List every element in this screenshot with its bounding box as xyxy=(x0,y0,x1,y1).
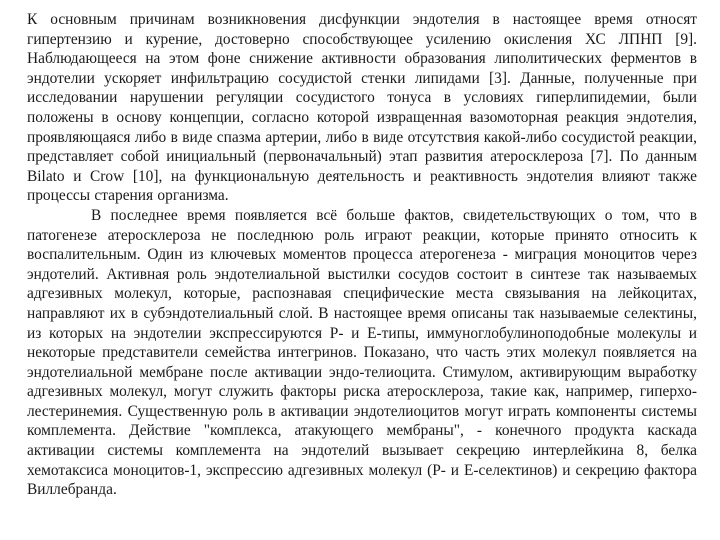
paragraph-endothelial-dysfunction-causes: К основным причинам возникновения дисфункции эндотелия в настоящее время относят гипертензию и курение, достоверно способствующее усилению окисления ХС ЛПНП [9]. Наблюдающееся на этом фоне снижение активности образования липолитических ферментов в эндотелии ускоряет инфильтрацию сосудистой стенки липидами [3]. Данные, полученные при исследовании нарушении регуляции сосудистого тонуса в условиях гиперлипидемии, были положены в основу концепции, согласно которой извращенная вазомоторная реакция эндотелия, проявляющаяся либо в виде спазма артерии, либо в виде отсутствия какой-либо сосудистой реакции, представляет собой инициальный (первоначальный) этап развития атеросклероза [7]. По данным Bilato и Crow [10], на функциональную деятельность и реактивность эндотелия влияют также процессы старения организма. xyxy=(27,11,697,205)
paragraph-inflammation-atherogenesis: В последнее время появляется всё больше фактов, свидетельствующих о том, что в патогенезе атеросклероза не последнюю роль играют реакции, которые принято относить к воспалительным. Один из ключевых моментов процесса атерогенеза - миграция моноцитов через эндотелий. Активная роль эндотелиальной выстилки сосудов состоит в синтезе так называемых адгезивных молекул, которые, распознавая специфические места связывания на лейкоцитах, направляют их в субэндотелиальный слой. В настоящее время описаны так называемые селектины, из которых на эндотелии экспрессируются Р- и Е-типы, иммуноглобулиноподобные молекулы и некоторые представители семейства интегринов. Показано, что часть этих молекул появляется на эндотелиальной мембране после активации эндо-телиоцита. Стимулом, активирующим выработку адгезивных молекул, могут служить факторы риска атеросклероза, такие как, например, гиперхо-лестеринемия. Существенную роль в активации эндотелиоцитов могут играть компоненты системы комплемента. Действие "комплекса, атакующего мембраны", - конечного продукта каскада активации системы комплемента на эндотелий вызывает секрецию интерлейкина 8, белка хемотаксиса моноцитов-1, экспрессию адгезивных молекул (Р- и Е-селектинов) и секрецию фактора Виллебранда. xyxy=(27,206,697,499)
document-page xyxy=(27,10,697,500)
